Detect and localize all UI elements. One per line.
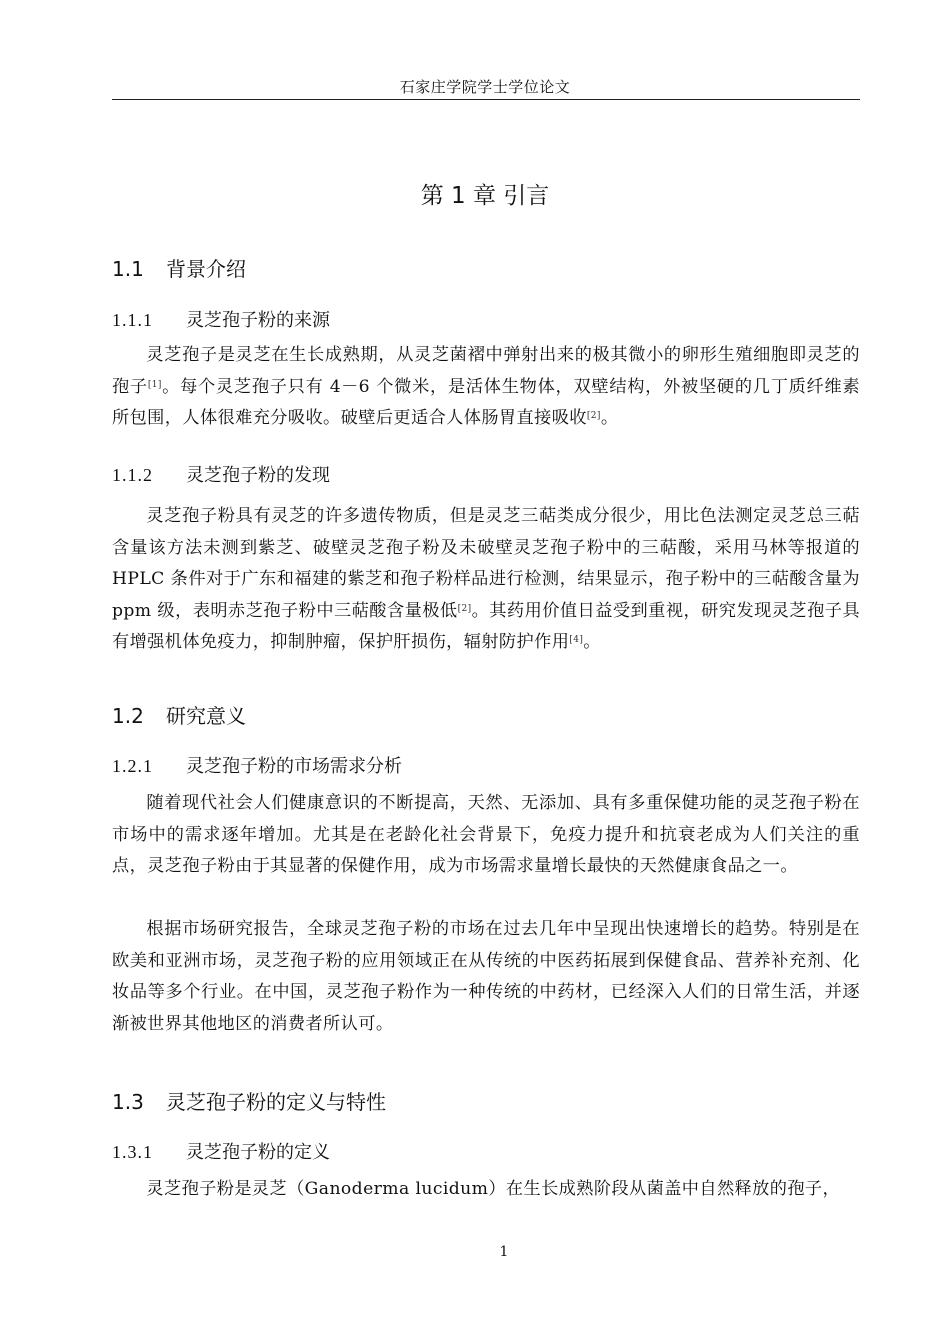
- paragraph-text: 。其药用价值日益受到重视，研究发现灵芝孢子具有增强机体免疫力，抑制肿瘤，保护肝损伤，辐射防护作用: [112, 600, 860, 652]
- section-heading-1-2: [112, 700, 246, 729]
- citation-ref: [2]: [586, 411, 601, 421]
- header-rule: [112, 99, 860, 100]
- paragraph-text: 。: [600, 408, 619, 428]
- citation-ref: [4]: [569, 635, 584, 645]
- subsection-title: 灵芝孢子粉的市场需求分析: [186, 756, 402, 777]
- section-number: 1.1: [112, 257, 144, 281]
- subsection-number: 1.2.1: [112, 756, 153, 776]
- subsection-heading-1-2-1: [112, 752, 402, 778]
- section-title: 灵芝孢子粉的定义与特性: [166, 1090, 386, 1114]
- section-number: 1.2: [112, 704, 144, 728]
- chapter-title: 第 1 章 引言: [420, 183, 550, 209]
- subsection-heading-1-3-1: [112, 1138, 330, 1164]
- paragraph-spore-source: [112, 340, 860, 435]
- subsection-title: 灵芝孢子粉的发现: [186, 465, 330, 486]
- paragraph-text: 灵芝孢子是灵芝在生长成熟期，从灵芝菌褶中弹射出来的极其微小的卵形生殖细胞即灵芝的孢子: [112, 345, 860, 397]
- subsection-number: 1.1.2: [112, 465, 153, 485]
- paragraph-text: 。每个灵芝孢子只有 4－6 个微米，是活体生物体，双壁结构，外被坚硬的几丁质纤维素所包围，人体很难充分吸收。破壁后更适合人体肠胃直接吸收: [112, 376, 860, 428]
- subsection-title: 灵芝孢子粉的定义: [186, 1142, 330, 1163]
- page-number: 1: [499, 1244, 509, 1260]
- citation-ref: [1]: [147, 379, 162, 390]
- paragraph-text: 灵芝孢子粉具有灵芝的许多遗传物质，但是灵芝三萜类成分很少，用比色法测定灵芝总三萜含量该方法未测到紫芝、破壁灵芝孢子粉及未破壁灵芝孢子粉中的三萜酸，采用马林等报道的 HPLC 条件对于广东和福建的紫芝和孢子粉样品进行检测，结果显示，孢子粉中的三萜酸含量为 ppm 级，表明赤芝孢子粉中三萜酸含量极低: [112, 506, 860, 621]
- section-title: 背景介绍: [166, 257, 246, 281]
- section-number: 1.3: [112, 1090, 144, 1114]
- paragraph-market-demand-1: 随着现代社会人们健康意识的不断提高，天然、无添加、具有多重保健功能的灵芝孢子粉在市场中的需求逐年增加。尤其是在老龄化社会背景下，免疫力提升和抗衰老成为人们关注的重点，灵芝孢子粉由于其显著的保健作用，成为市场需求量增长最快的天然健康食品之一。: [112, 793, 860, 876]
- paragraph-text: 。: [583, 632, 601, 652]
- citation-ref: [2]: [457, 603, 472, 614]
- subsection-heading-1-1-2: [112, 461, 330, 487]
- section-title: 研究意义: [166, 704, 246, 728]
- section-heading-1-1: [112, 253, 246, 282]
- paragraph-spore-discovery: [112, 501, 860, 659]
- paragraph-spore-definition: 灵芝孢子粉是灵芝（Ganoderma lucidum）在生长成熟阶段从菌盖中自然释放的孢子，: [146, 1179, 841, 1199]
- subsection-number: 1.3.1: [112, 1142, 153, 1162]
- section-heading-1-3: [112, 1086, 386, 1115]
- paragraph-market-demand-2: 根据市场研究报告，全球灵芝孢子粉的市场在过去几年中呈现出快速增长的趋势。特别是在欧美和亚洲市场，灵芝孢子粉的应用领域正在从传统的中医药拓展到保健食品、营养补充剂、化妆品等多个行业。在中国，灵芝孢子粉作为一种传统的中药材，已经深入人们的日常生活，并逐渐被世界其他地区的消费者所认可。: [112, 919, 860, 1034]
- subsection-title: 灵芝孢子粉的来源: [186, 310, 330, 331]
- subsection-number: 1.1.1: [112, 310, 153, 330]
- subsection-heading-1-1-1: [112, 306, 330, 332]
- running-header: 石家庄学院学士学位论文: [399, 78, 571, 96]
